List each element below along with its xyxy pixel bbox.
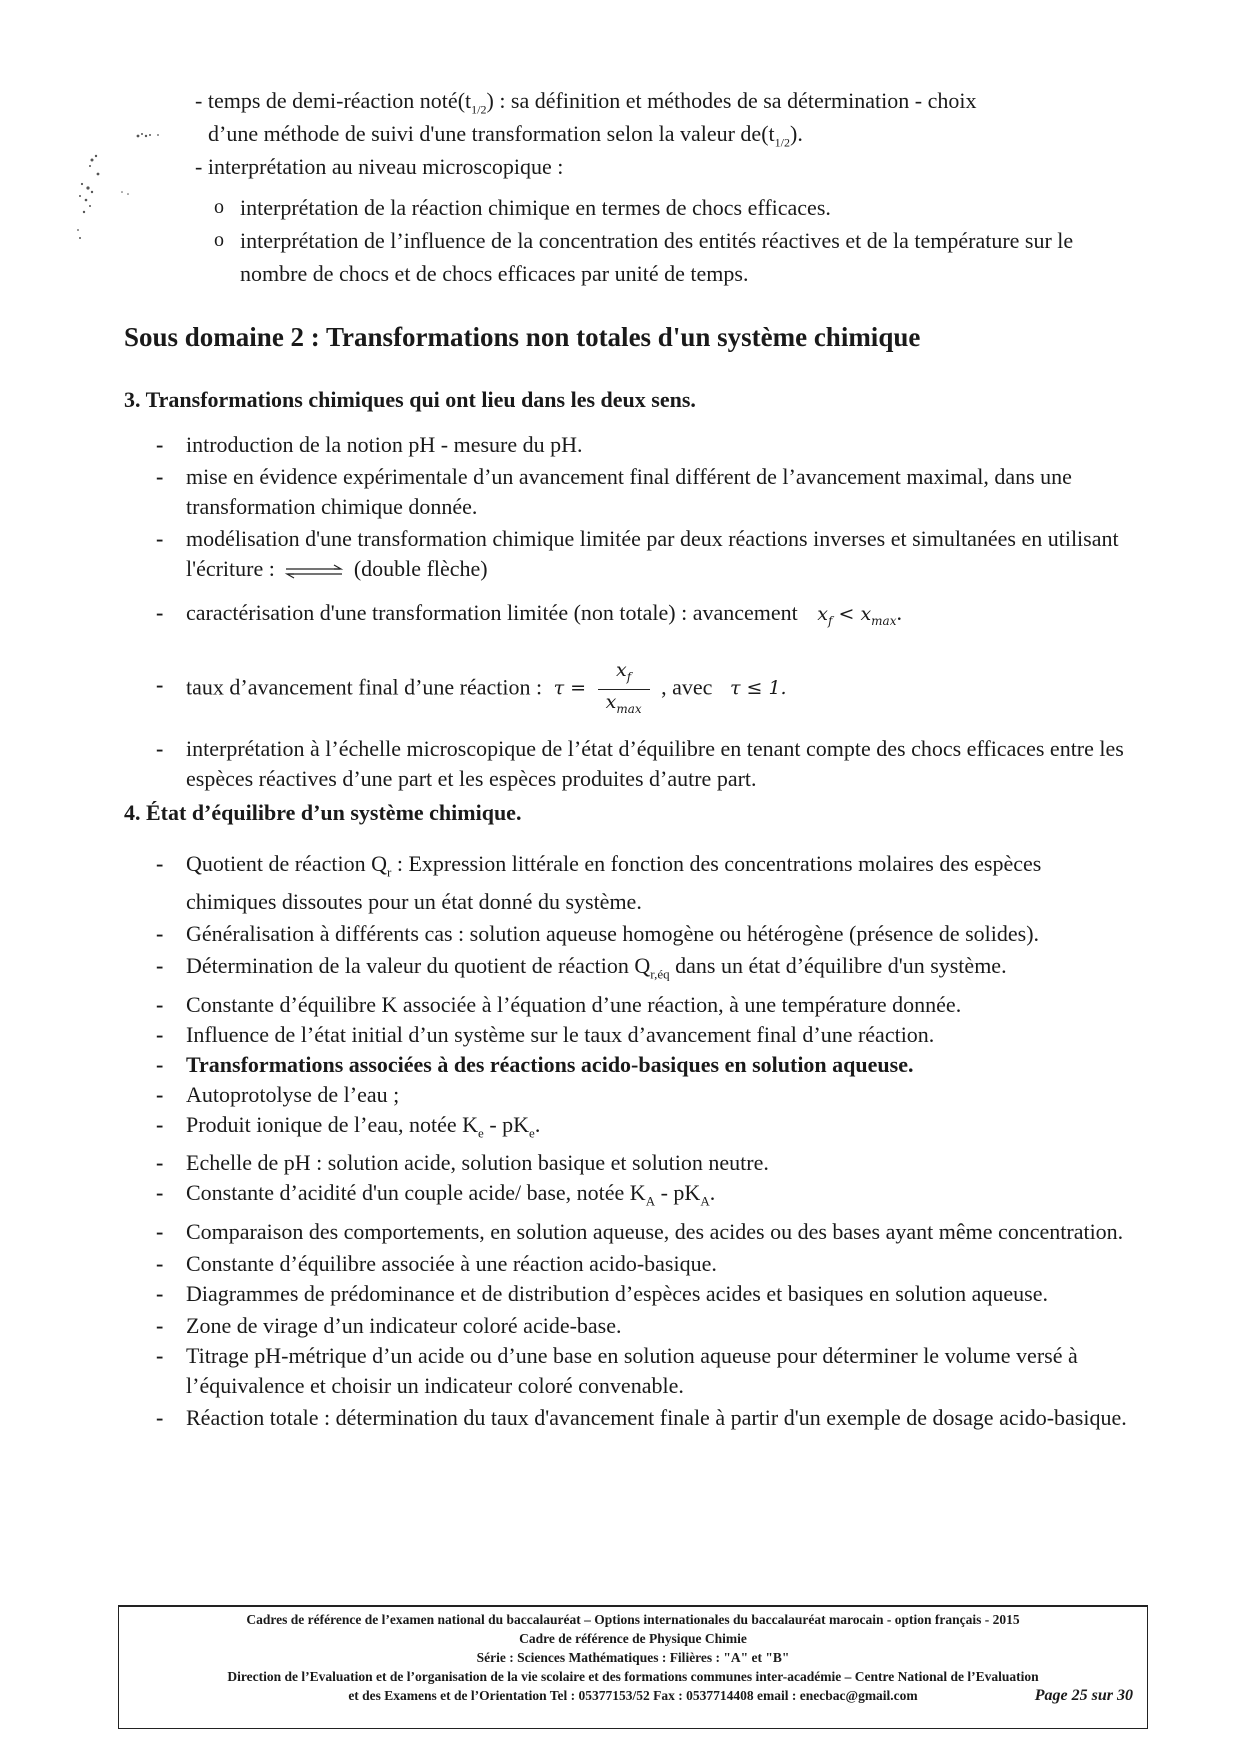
list-item: - Comparaison des comportements, en solution aqueuse, des acides ou des bases ayant même concentration.	[156, 1218, 1124, 1244]
subdomain-title: Sous domaine 2 : Transformations non totales d'un système chimique	[124, 322, 921, 352]
list-item: - Quotient de réaction $Q_r$ : Expression littérale en fonction des concentrations molaires des espèces chimiques dissoutes pour un état donné du système.	[156, 851, 1042, 915]
section-4-title: 4. État d’équilibre d’un système chimique.	[124, 800, 522, 825]
list-item: - Diagrammes de prédominance et de distribution d’espèces acides et basiques en solution aqueuse.	[156, 1280, 1049, 1306]
footer-line: Direction de l’Evaluation et de l’organisation de la vie scolaire et des formations communes inter-académie – Centre National de l’Evaluation	[227, 1669, 1039, 1684]
footer-line: et des Examens et de l’Orientation Tel : 05377153/52 Fax : 0537714408 email : enecbac@gmail.com Page 25 sur 30	[348, 1687, 1133, 1704]
list-item: - Généralisation à différents cas : solution aqueuse homogène ou hétérogène (présence de solides).	[156, 921, 1040, 947]
list-item: - mise en évidence expérimentale d’un avancement final différent de l’avancement maximal, dans une transformation chimique donnée.	[156, 464, 1072, 519]
list-item: - Réaction totale : détermination du taux d'avancement finale à partir d'un exemple de dosage acido-basique.	[156, 1404, 1127, 1430]
list-item: - taux d’avancement final d’une réaction : τ = $\frac{x_f}{x_{max}}$ , avec τ ≤ 1.	[156, 658, 1136, 721]
section-3-list	[156, 430, 1136, 794]
circle-bullet-icon: o	[214, 196, 224, 218]
list-item: o interprétation de la réaction chimique en termes de chocs efficaces.	[240, 191, 1100, 224]
list-item: - modélisation d'une transformation chimique limitée par deux réactions inverses et simultanées en utilisant l'écriture : (double flèche)	[156, 526, 1119, 581]
list-item: - introduction de la notion pH - mesure du pH.	[156, 432, 583, 457]
list-item: - Zone de virage d’un indicateur coloré acide-base.	[156, 1312, 622, 1338]
list-item: - Constante d’équilibre associée à une réaction acido-basique.	[156, 1250, 717, 1276]
list-item: - Détermination de la valeur du quotient de réaction $Q_{r,éq}$ dans un état d’équilibre d'un système.	[156, 953, 1007, 982]
double-arrow-icon	[284, 563, 344, 579]
list-item: - Produit ionique de l’eau, notée $K_e - pK_e$.	[156, 1111, 541, 1141]
section-4-list	[156, 849, 1136, 1433]
footer-line: Série : Sciences Mathématiques : Filières : "A" et "B"	[476, 1650, 790, 1665]
fraction: $\frac{x_f}{x_{max}}$	[598, 658, 650, 721]
intro-line-1: - temps de demi-réaction $noté(t_{1/2})$ : sa définition et méthodes de sa détermination - choix	[195, 88, 977, 117]
scan-artifact-icon	[70, 130, 180, 280]
intro-line-2: d’une méthode de suivi d'une transformation selon la valeur $de(t_{1/2})$.	[208, 121, 803, 150]
list-item: - Echelle de pH : solution acide, solution basique et solution neutre.	[156, 1150, 769, 1176]
list-item: - Influence de l’état initial d’un système sur le taux d’avancement final d’une réaction.	[156, 1021, 935, 1047]
list-item: - caractérisation d'une transformation limitée (non totale) : avancement $x_f < x_{max}$.	[156, 600, 902, 628]
footer-line: Cadre de référence de Physique Chimie	[519, 1631, 747, 1646]
intro-line-3: - interprétation au niveau microscopique :	[195, 154, 564, 179]
list-item: - interprétation à l’échelle microscopique de l’état d’équilibre en tenant compte des chocs efficaces entre les espèces réactives d’une part et les espèces produites d’autre part.	[156, 736, 1124, 792]
page-number: Page 25 sur 30	[1034, 1687, 1133, 1704]
section-3-title: 3. Transformations chimiques qui ont lieu dans les deux sens.	[124, 387, 696, 412]
list-item: - Transformations associées à des réactions acido-basiques en solution aqueuse.	[156, 1051, 914, 1077]
list-item: - Autoprotolyse de l’eau ;	[156, 1081, 400, 1107]
circle-bullet-icon: o	[214, 229, 224, 251]
list-item: - Constante d’équilibre K associée à l’équation d’une réaction, à une température donnée.	[156, 991, 962, 1017]
list-item: - Titrage pH-métrique d’un acide ou d’une base en solution aqueuse pour déterminer le volume versé à l’équivalence et choisir un indicateur coloré convenable.	[156, 1342, 1078, 1398]
list-item: o interprétation de l’influence de la concentration des entités réactives et de la température sur le nombre de chocs et de chocs efficaces par unité de temps.	[240, 224, 1100, 290]
list-item: - Constante d’acidité d'un couple acide/ base, notée $K_A - pK_A$.	[156, 1180, 716, 1209]
page-footer	[118, 1605, 1148, 1729]
footer-line: Cadres de référence de l’examen national du baccalauréat – Options internationales du baccalauréat marocain - option français - 2015	[246, 1612, 1020, 1627]
